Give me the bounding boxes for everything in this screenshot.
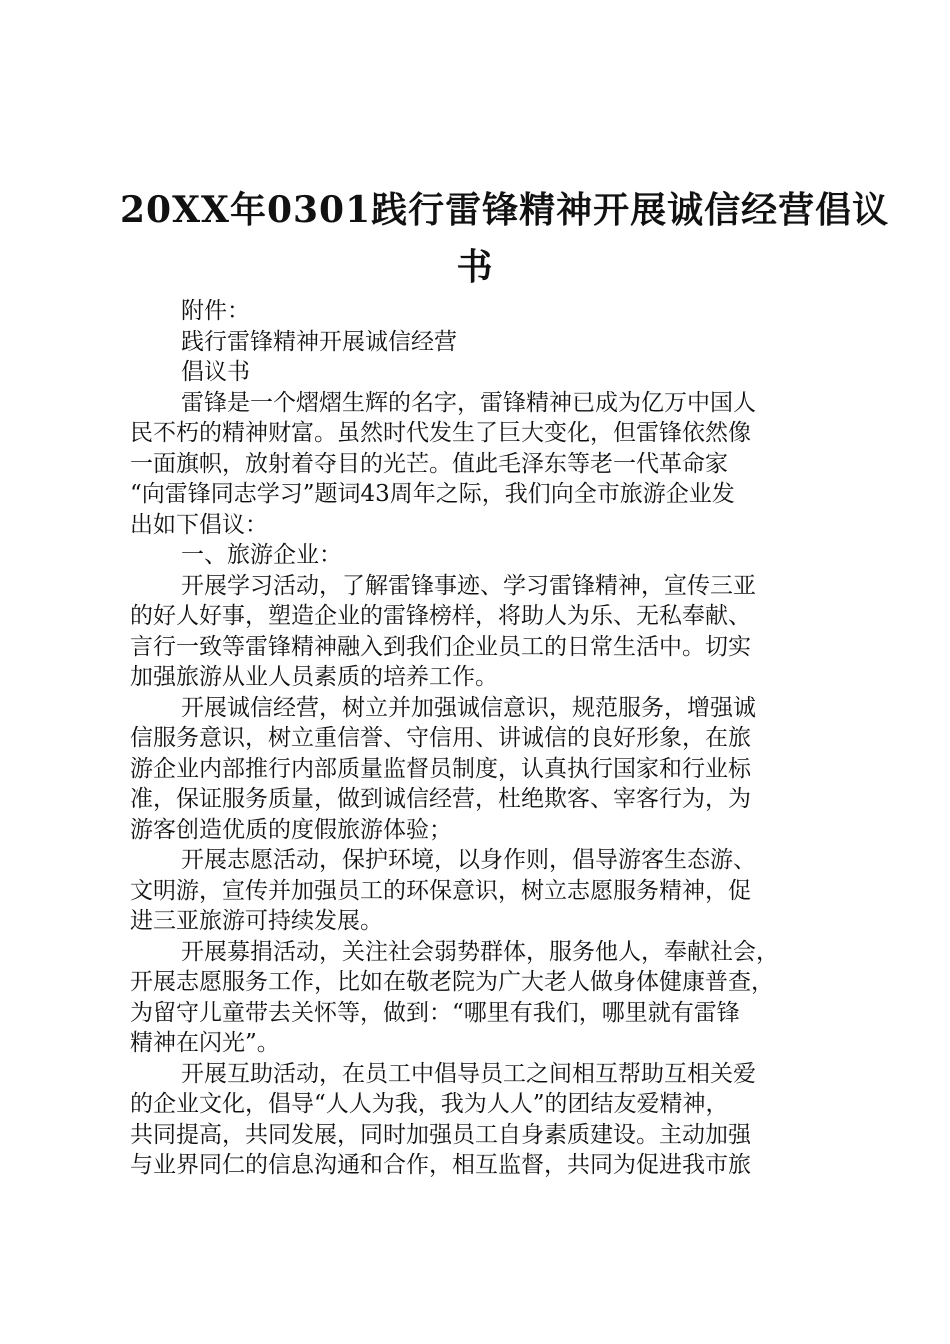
text-line: 开展志愿活动，保护环境，以身作则，倡导游客生态游、	[181, 847, 756, 873]
text-line: 开展志愿服务工作，比如在敬老院为广大老人做身体健康普查，	[130, 969, 774, 995]
text-line: 言行一致等雷锋精神融入到我们企业员工的日常生活中。切实	[130, 633, 751, 660]
text-line: 准，保证服务质量，做到诚信经营，杜绝欺客、宰客行为，为	[130, 786, 751, 812]
text-line: 开展互助活动，在员工中倡导员工之间相互帮助互相关爱	[181, 1060, 756, 1087]
text-line: 践行雷锋精神开展诚信经营	[181, 328, 457, 355]
title-line-1: 20XX年0301践行雷锋精神开展诚信经营倡议	[120, 189, 890, 231]
text-line: 附件：	[181, 298, 250, 324]
text-line: 的好人好事，塑造企业的雷锋榜样，将助人为乐、无私奉献、	[130, 603, 751, 629]
text-line: 的企业文化，倡导“人人为我，我为人人”的团结友爱精神，	[130, 1091, 729, 1117]
text-line: 开展学习活动，了解雷锋事迹、学习雷锋精神，宣传三亚	[181, 572, 756, 599]
text-line: 为留守儿童带去关怀等，做到：“哪里有我们，哪里就有雷锋	[130, 999, 740, 1026]
text-line: 游客创造优质的度假旅游体验；	[130, 816, 452, 843]
text-line: 一面旗帜，放射着夺目的光芒。值此毛泽东等老一代革命家	[130, 450, 728, 477]
text-line: 共同提高，共同发展，同时加强员工自身素质建设。主动加强	[130, 1121, 751, 1148]
text-line: 加强旅游从业人员素质的培养工作。	[130, 664, 498, 690]
text-line: 信服务意识，树立重信誉、守信用、讲诚信的良好形象，在旅	[130, 725, 751, 751]
text-line: 一、旅游企业：	[181, 542, 342, 568]
title-line-2: 书	[456, 246, 494, 288]
document-title	[120, 182, 890, 296]
text-line: 开展诚信经营，树立并加强诚信意识，规范服务，增强诚	[181, 694, 756, 721]
text-line: 文明游，宣传并加强员工的环保意识，树立志愿服务精神，促	[130, 877, 751, 904]
text-line: 倡议书	[181, 359, 250, 385]
text-line: 游企业内部推行内部质量监督员制度，认真执行国家和行业标	[130, 755, 751, 782]
document-body	[130, 296, 840, 1181]
text-line: 民不朽的精神财富。虽然时代发生了巨大变化，但雷锋依然像	[130, 420, 751, 446]
text-line: 与业界同仁的信息沟通和合作，相互监督，共同为促进我市旅	[130, 1152, 751, 1178]
text-line: 开展募捐活动，关注社会弱势群体，服务他人，奉献社会，	[181, 938, 779, 965]
text-line: 出如下倡议：	[130, 511, 268, 538]
text-line: 雷锋是一个熠熠生辉的名字，雷锋精神已成为亿万中国人	[181, 389, 756, 416]
text-line: 精神在闪光”。	[130, 1030, 280, 1056]
text-line: 进三亚旅游可持续发展。	[130, 908, 383, 934]
text-line: “向雷锋同志学习”题词43周年之际，我们向全市旅游企业发	[130, 481, 735, 507]
